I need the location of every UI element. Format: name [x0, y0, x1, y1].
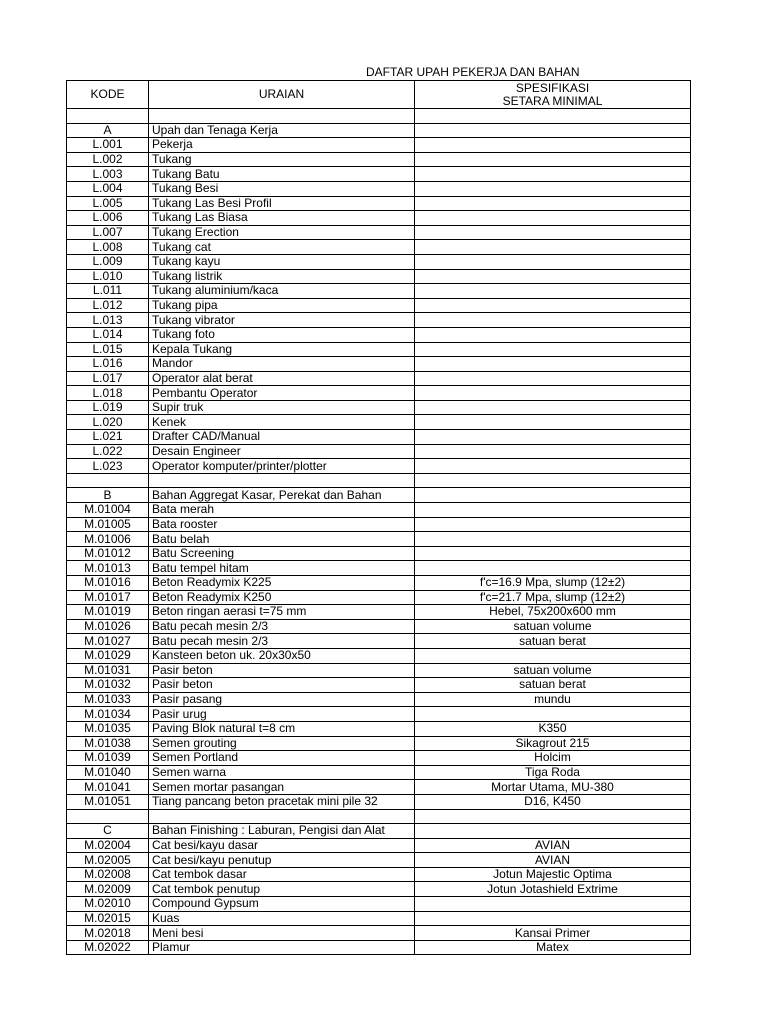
cell-kode: L.017 [67, 371, 149, 386]
cell-kode: M.01012 [67, 546, 149, 561]
cell-kode: L.001 [67, 138, 149, 153]
table-row [67, 780, 691, 795]
table-row [67, 211, 691, 226]
table-row [67, 561, 691, 576]
cell-spesifikasi [415, 327, 691, 342]
cell-uraian: Drafter CAD/Manual [149, 430, 415, 445]
cell-spesifikasi: f'c=16.9 Mpa, slump (12±2) [415, 576, 691, 591]
table-row [67, 867, 691, 882]
table-row [67, 473, 691, 488]
cell-spesifikasi [415, 473, 691, 488]
cell-uraian: Tukang aluminium/kaca [149, 284, 415, 299]
cell-kode: L.009 [67, 254, 149, 269]
cell-uraian: Semen mortar pasangan [149, 780, 415, 795]
cell-kode: M.01017 [67, 590, 149, 605]
table-row [67, 911, 691, 926]
cell-uraian: Paving Blok natural t=8 cm [149, 721, 415, 736]
table-row [67, 619, 691, 634]
cell-kode: L.022 [67, 444, 149, 459]
table-row [67, 605, 691, 620]
cell-kode: M.01005 [67, 517, 149, 532]
table-row [67, 721, 691, 736]
table-row [67, 284, 691, 299]
cell-kode: M.02022 [67, 940, 149, 955]
cell-kode: L.019 [67, 400, 149, 415]
cell-kode: M.01032 [67, 678, 149, 693]
cell-spesifikasi [415, 196, 691, 211]
cell-kode: M.01035 [67, 721, 149, 736]
table-row [67, 517, 691, 532]
cell-spesifikasi: Jotun Jotashield Extrime [415, 882, 691, 897]
cell-uraian: Cat tembok dasar [149, 867, 415, 882]
cell-spesifikasi [415, 269, 691, 284]
table-row [67, 327, 691, 342]
cell-uraian: Tukang kayu [149, 254, 415, 269]
cell-uraian: Cat besi/kayu penutup [149, 853, 415, 868]
table-row [67, 181, 691, 196]
cell-uraian: Tukang Las Biasa [149, 211, 415, 226]
cell-spesifikasi: Kansai Primer [415, 926, 691, 941]
table-row [67, 824, 691, 839]
table-row [67, 459, 691, 474]
cell-kode: M.02005 [67, 853, 149, 868]
cell-kode: A [67, 123, 149, 138]
cell-spesifikasi [415, 444, 691, 459]
cell-kode: M.01006 [67, 532, 149, 547]
table-row [67, 152, 691, 167]
cell-spesifikasi [415, 824, 691, 839]
cell-uraian: Batu Screening [149, 546, 415, 561]
table-row [67, 853, 691, 868]
table-row [67, 794, 691, 809]
cell-spesifikasi [415, 181, 691, 196]
cell-uraian: Pembantu Operator [149, 386, 415, 401]
cell-kode: M.01033 [67, 692, 149, 707]
cell-kode: L.010 [67, 269, 149, 284]
cell-uraian: Cat tembok penutup [149, 882, 415, 897]
cell-spesifikasi: Mortar Utama, MU-380 [415, 780, 691, 795]
cell-uraian: Supir truk [149, 400, 415, 415]
table-row [67, 357, 691, 372]
table-row [67, 882, 691, 897]
cell-spesifikasi: Holcim [415, 751, 691, 766]
cell-spesifikasi [415, 517, 691, 532]
header-uraian: URAIAN [149, 81, 415, 109]
cell-uraian: Kepala Tukang [149, 342, 415, 357]
table-row [67, 444, 691, 459]
cell-uraian: Batu belah [149, 532, 415, 547]
cell-uraian: Operator komputer/printer/plotter [149, 459, 415, 474]
cell-kode: M.01051 [67, 794, 149, 809]
cell-spesifikasi: Sikagrout 215 [415, 736, 691, 751]
cell-spesifikasi [415, 546, 691, 561]
cell-uraian: Semen warna [149, 765, 415, 780]
cell-uraian: Tukang Las Besi Profil [149, 196, 415, 211]
cell-spesifikasi [415, 897, 691, 912]
table-row [67, 765, 691, 780]
cell-uraian: Pasir pasang [149, 692, 415, 707]
cell-uraian: Pasir urug [149, 707, 415, 722]
cell-kode: M.01027 [67, 634, 149, 649]
table-row [67, 503, 691, 518]
cell-kode: M.01019 [67, 605, 149, 620]
cell-uraian: Plamur [149, 940, 415, 955]
cell-uraian: Tukang vibrator [149, 313, 415, 328]
cell-uraian: Bahan Aggregat Kasar, Perekat dan Bahan [149, 488, 415, 503]
cell-spesifikasi: AVIAN [415, 853, 691, 868]
cell-uraian: Tukang Batu [149, 167, 415, 182]
cell-uraian: Bahan Finishing : Laburan, Pengisi dan Alat [149, 824, 415, 839]
cell-spesifikasi: Tiga Roda [415, 765, 691, 780]
table-row [67, 678, 691, 693]
table-row [67, 415, 691, 430]
cell-uraian: Upah dan Tenaga Kerja [149, 123, 415, 138]
cell-spesifikasi [415, 648, 691, 663]
cell-spesifikasi: satuan volume [415, 663, 691, 678]
cell-kode: M.01029 [67, 648, 149, 663]
cell-spesifikasi [415, 167, 691, 182]
cell-uraian: Beton Readymix K250 [149, 590, 415, 605]
cell-uraian: Cat besi/kayu dasar [149, 838, 415, 853]
cell-uraian: Desain Engineer [149, 444, 415, 459]
table-row [67, 430, 691, 445]
table-row [67, 269, 691, 284]
cell-uraian: Kuas [149, 911, 415, 926]
table-row [67, 648, 691, 663]
cell-spesifikasi: satuan berat [415, 634, 691, 649]
cell-kode: L.021 [67, 430, 149, 445]
table-row [67, 240, 691, 255]
cell-spesifikasi: AVIAN [415, 838, 691, 853]
document-title: DAFTAR UPAH PEKERJA DAN BAHAN [366, 65, 580, 79]
cell-uraian: Bata rooster [149, 517, 415, 532]
table-row [67, 663, 691, 678]
cell-uraian: Pekerja [149, 138, 415, 153]
cell-kode: M.02018 [67, 926, 149, 941]
table-row [67, 167, 691, 182]
cell-spesifikasi: satuan volume [415, 619, 691, 634]
table-body [67, 109, 691, 955]
cell-kode: L.003 [67, 167, 149, 182]
table-row [67, 254, 691, 269]
table-row [67, 298, 691, 313]
table-row [67, 692, 691, 707]
cell-spesifikasi [415, 357, 691, 372]
table-row [67, 532, 691, 547]
cell-spesifikasi [415, 386, 691, 401]
header-spec-line1: SPESIFIKASI [515, 80, 590, 95]
cell-kode: L.023 [67, 459, 149, 474]
cell-uraian [149, 809, 415, 824]
table-row [67, 634, 691, 649]
cell-kode: L.014 [67, 327, 149, 342]
cell-uraian: Batu tempel hitam [149, 561, 415, 576]
table-row [67, 838, 691, 853]
cell-uraian: Tukang listrik [149, 269, 415, 284]
cell-spesifikasi [415, 254, 691, 269]
cell-kode: C [67, 824, 149, 839]
cell-spesifikasi [415, 911, 691, 926]
cell-kode: M.01013 [67, 561, 149, 576]
table-row [67, 371, 691, 386]
cell-spesifikasi [415, 152, 691, 167]
cell-kode: M.02004 [67, 838, 149, 853]
cell-spesifikasi: Jotun Majestic Optima [415, 867, 691, 882]
table-row [67, 196, 691, 211]
cell-spesifikasi [415, 371, 691, 386]
cell-kode: B [67, 488, 149, 503]
table-row [67, 109, 691, 124]
cell-spesifikasi: Hebel, 75x200x600 mm [415, 605, 691, 620]
cell-kode: L.015 [67, 342, 149, 357]
cell-spesifikasi [415, 400, 691, 415]
header-kode: KODE [67, 81, 149, 109]
table-row [67, 123, 691, 138]
cell-uraian: Beton Readymix K225 [149, 576, 415, 591]
cell-uraian [149, 473, 415, 488]
table-row [67, 488, 691, 503]
table-row [67, 751, 691, 766]
cell-uraian: Tukang cat [149, 240, 415, 255]
header-spec-line2: SETARA MINIMAL [502, 93, 603, 108]
cell-spesifikasi [415, 561, 691, 576]
cell-uraian: Mandor [149, 357, 415, 372]
table-row [67, 313, 691, 328]
cell-uraian: Tukang pipa [149, 298, 415, 313]
cell-spesifikasi [415, 211, 691, 226]
cell-kode: M.02010 [67, 897, 149, 912]
cell-kode: L.011 [67, 284, 149, 299]
table-row [67, 736, 691, 751]
cell-kode: M.01026 [67, 619, 149, 634]
cell-spesifikasi [415, 123, 691, 138]
cell-uraian: Pasir beton [149, 663, 415, 678]
cell-spesifikasi: Matex [415, 940, 691, 955]
cell-uraian: Beton ringan aerasi t=75 mm [149, 605, 415, 620]
cell-kode: M.01039 [67, 751, 149, 766]
cell-kode: M.01004 [67, 503, 149, 518]
cell-uraian: Tukang Besi [149, 181, 415, 196]
header-spesifikasi [415, 81, 691, 109]
cell-kode: L.013 [67, 313, 149, 328]
cell-kode: M.01016 [67, 576, 149, 591]
table-row [67, 400, 691, 415]
table-row [67, 576, 691, 591]
cell-uraian [149, 109, 415, 124]
cell-uraian: Batu pecah mesin 2/3 [149, 619, 415, 634]
cell-spesifikasi [415, 225, 691, 240]
cell-kode: L.005 [67, 196, 149, 211]
cell-kode: M.01031 [67, 663, 149, 678]
cell-uraian: Pasir beton [149, 678, 415, 693]
cell-kode: M.01034 [67, 707, 149, 722]
cell-spesifikasi: K350 [415, 721, 691, 736]
cell-spesifikasi [415, 138, 691, 153]
cell-spesifikasi [415, 313, 691, 328]
cell-spesifikasi [415, 298, 691, 313]
cell-uraian: Operator alat berat [149, 371, 415, 386]
cell-uraian: Kansteen beton uk. 20x30x50 [149, 648, 415, 663]
cell-spesifikasi: f'c=21.7 Mpa, slump (12±2) [415, 590, 691, 605]
cell-kode: M.02015 [67, 911, 149, 926]
table-row [67, 138, 691, 153]
cell-spesifikasi [415, 459, 691, 474]
cell-uraian: Meni besi [149, 926, 415, 941]
cell-uraian: Batu pecah mesin 2/3 [149, 634, 415, 649]
table-row [67, 546, 691, 561]
table-row [67, 926, 691, 941]
cell-kode: L.004 [67, 181, 149, 196]
cell-uraian: Semen Portland [149, 751, 415, 766]
cell-kode: L.018 [67, 386, 149, 401]
table-row [67, 897, 691, 912]
table-row [67, 225, 691, 240]
cell-spesifikasi [415, 415, 691, 430]
cell-uraian: Bata merah [149, 503, 415, 518]
cell-kode: L.016 [67, 357, 149, 372]
cell-spesifikasi [415, 430, 691, 445]
cell-uraian: Tiang pancang beton pracetak mini pile 32 [149, 794, 415, 809]
table-row [67, 342, 691, 357]
cell-kode: L.006 [67, 211, 149, 226]
cell-kode: M.01038 [67, 736, 149, 751]
cell-uraian: Tukang [149, 152, 415, 167]
cell-uraian: Kenek [149, 415, 415, 430]
cell-kode: L.007 [67, 225, 149, 240]
table-header-row [67, 81, 691, 109]
cell-uraian: Tukang foto [149, 327, 415, 342]
cell-uraian: Compound Gypsum [149, 897, 415, 912]
cell-spesifikasi: satuan berat [415, 678, 691, 693]
cell-kode: M.01040 [67, 765, 149, 780]
cell-spesifikasi [415, 342, 691, 357]
table-row [67, 386, 691, 401]
cell-kode [67, 809, 149, 824]
cell-kode [67, 473, 149, 488]
table-row [67, 809, 691, 824]
cell-spesifikasi [415, 809, 691, 824]
price-list-table [66, 80, 691, 955]
cell-spesifikasi [415, 284, 691, 299]
cell-uraian: Semen grouting [149, 736, 415, 751]
cell-spesifikasi [415, 532, 691, 547]
cell-kode [67, 109, 149, 124]
cell-kode: M.01041 [67, 780, 149, 795]
cell-spesifikasi [415, 707, 691, 722]
cell-spesifikasi [415, 109, 691, 124]
cell-spesifikasi [415, 488, 691, 503]
cell-spesifikasi [415, 503, 691, 518]
cell-uraian: Tukang Erection [149, 225, 415, 240]
table-row [67, 590, 691, 605]
cell-spesifikasi: D16, K450 [415, 794, 691, 809]
cell-spesifikasi: mundu [415, 692, 691, 707]
cell-kode: M.02008 [67, 867, 149, 882]
table-row [67, 940, 691, 955]
cell-kode: L.020 [67, 415, 149, 430]
cell-kode: L.008 [67, 240, 149, 255]
cell-spesifikasi [415, 240, 691, 255]
cell-kode: M.02009 [67, 882, 149, 897]
table-row [67, 707, 691, 722]
cell-kode: L.012 [67, 298, 149, 313]
cell-kode: L.002 [67, 152, 149, 167]
